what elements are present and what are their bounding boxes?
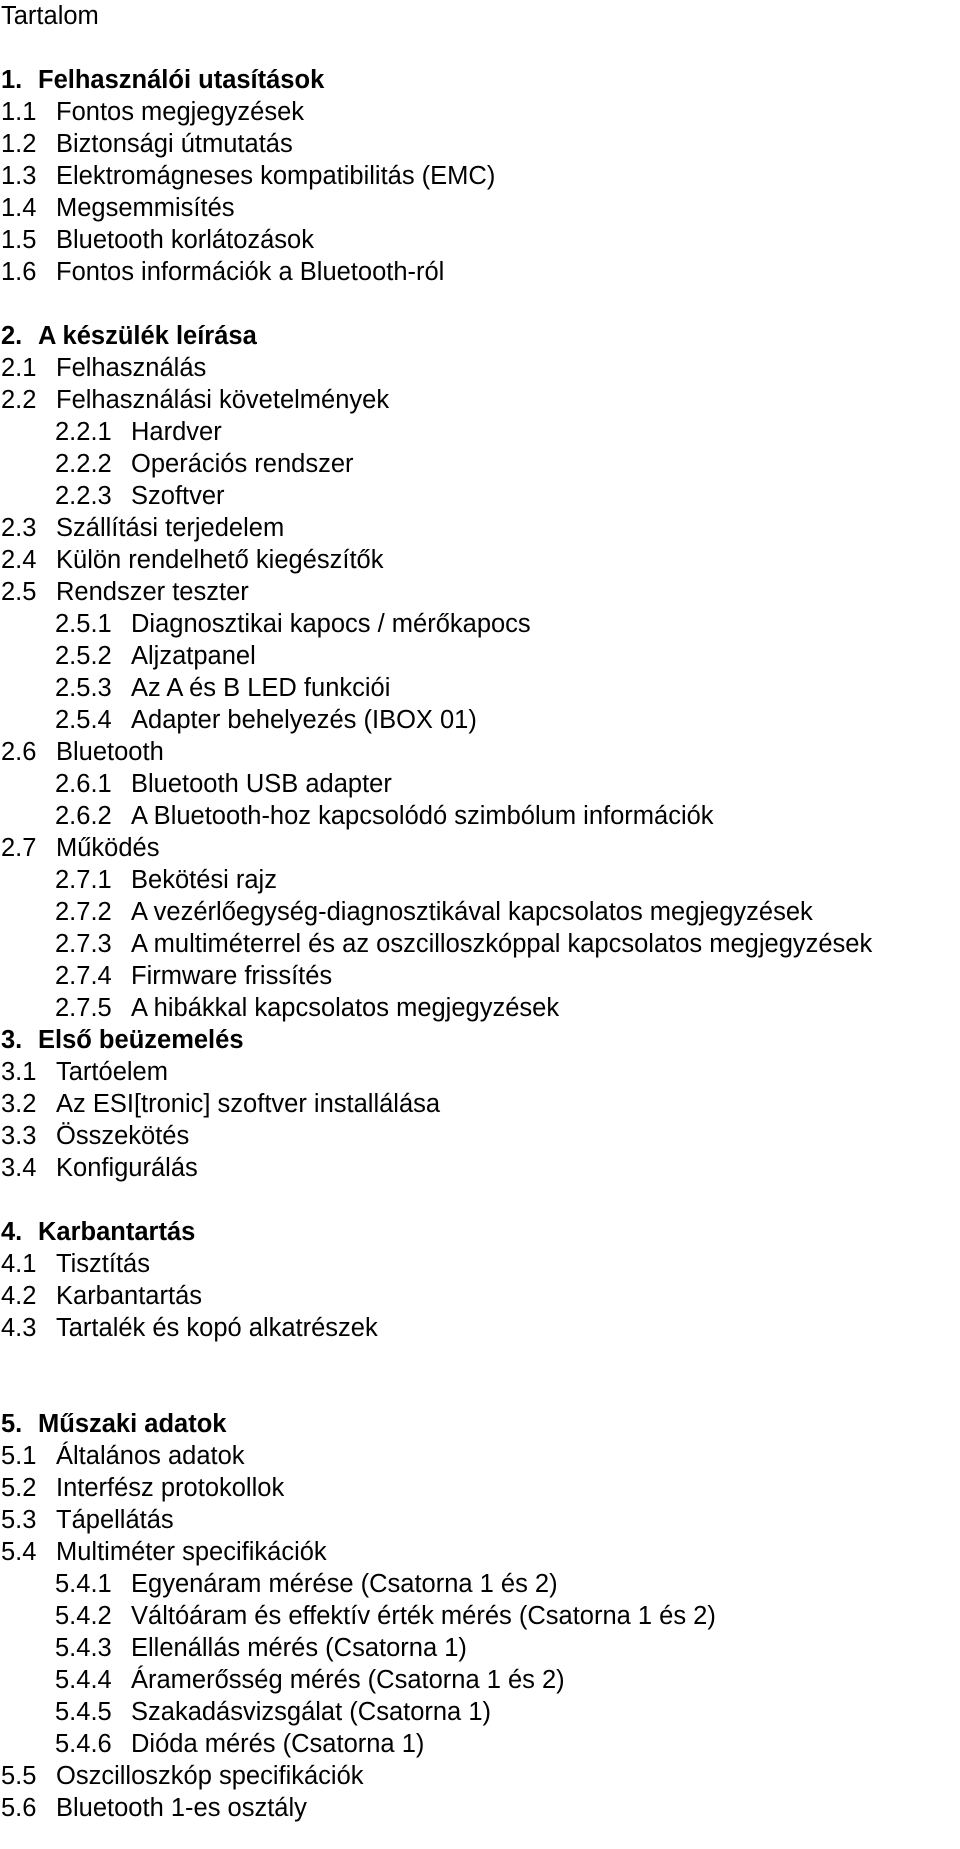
toc-entry[interactable]	[1, 1536, 327, 1568]
entry-title: Konfigurálás	[56, 1154, 198, 1182]
toc-subentry[interactable]	[55, 960, 332, 992]
entry-number: 1.5	[1, 226, 37, 254]
entry-title: Bluetooth	[56, 738, 164, 766]
entry-number: 2.7.4	[55, 962, 112, 990]
entry-title: Firmware frissítés	[131, 962, 333, 990]
toc-subentry[interactable]	[55, 640, 256, 672]
entry-title: Tápellátás	[56, 1506, 174, 1534]
toc-subentry[interactable]	[55, 1600, 716, 1632]
entry-title: Ellenállás mérés (Csatorna 1)	[131, 1634, 467, 1662]
entry-number: 2.2.3	[55, 482, 112, 510]
entry-title: Bluetooth 1-es osztály	[56, 1794, 307, 1822]
entry-number: 2.1	[1, 354, 37, 382]
entry-title: Egyenáram mérése (Csatorna 1 és 2)	[131, 1570, 558, 1598]
entry-title: A hibákkal kapcsolatos megjegyzések	[131, 994, 560, 1022]
entry-title: Összekötés	[56, 1122, 190, 1150]
toc-entry[interactable]	[1, 224, 314, 256]
entry-title: Bluetooth USB adapter	[131, 770, 392, 798]
toc-subentry[interactable]	[55, 1632, 467, 1664]
entry-number: 3.1	[1, 1058, 37, 1086]
entry-title: Multiméter specifikációk	[56, 1538, 327, 1566]
toc-entry[interactable]	[1, 1120, 189, 1152]
entry-number: 5.4.2	[55, 1602, 112, 1630]
section-heading[interactable]	[1, 1408, 226, 1440]
section-heading[interactable]	[1, 64, 324, 96]
entry-number: 2.6	[1, 738, 37, 766]
entry-title: Szakadásvizsgálat (Csatorna 1)	[131, 1698, 492, 1726]
section-heading[interactable]	[1, 1216, 195, 1248]
entry-title: Rendszer teszter	[56, 578, 249, 606]
entry-number: 3.3	[1, 1122, 37, 1150]
entry-title: Megsemmisítés	[56, 194, 235, 222]
toc-subentry[interactable]	[55, 672, 390, 704]
entry-title: Fontos információk a Bluetooth-ról	[56, 258, 445, 286]
entry-number: 4.2	[1, 1282, 37, 1310]
entry-number: 4.1	[1, 1250, 37, 1278]
toc-entry[interactable]	[1, 1312, 378, 1344]
toc-subentry[interactable]	[55, 448, 354, 480]
toc-entry[interactable]	[1, 1472, 284, 1504]
section-heading[interactable]	[1, 1024, 244, 1056]
toc-subentry[interactable]	[55, 800, 714, 832]
entry-title: Karbantartás	[56, 1282, 203, 1310]
toc-entry[interactable]	[1, 352, 206, 384]
toc-entry[interactable]	[1, 96, 304, 128]
entry-title: Az ESI[tronic] szoftver installálása	[56, 1090, 441, 1118]
entry-title: Adapter behelyezés (IBOX 01)	[131, 706, 477, 734]
entry-number: 5.4.5	[55, 1698, 112, 1726]
entry-number: 2.5.2	[55, 642, 112, 670]
entry-title: Bekötési rajz	[131, 866, 277, 894]
section-heading[interactable]	[1, 320, 257, 352]
section-title: Karbantartás	[38, 1218, 196, 1246]
toc-subentry[interactable]	[55, 864, 277, 896]
entry-title: Működés	[56, 834, 160, 862]
entry-number: 4.3	[1, 1314, 37, 1342]
toc-subentry[interactable]	[55, 608, 531, 640]
entry-title: Biztonsági útmutatás	[56, 130, 293, 158]
section-title: Első beüzemelés	[38, 1026, 244, 1054]
toc-subentry[interactable]	[55, 768, 392, 800]
entry-number: 5.4.4	[55, 1666, 112, 1694]
entry-number: 2.7.3	[55, 930, 112, 958]
entry-title: Általános adatok	[56, 1442, 245, 1470]
toc-entry[interactable]	[1, 1280, 202, 1312]
section-number: 1.	[1, 66, 23, 94]
toc-subentry[interactable]	[55, 1664, 565, 1696]
entry-number: 2.5	[1, 578, 37, 606]
toc-entry[interactable]	[1, 1760, 364, 1792]
toc-entry[interactable]	[1, 1440, 245, 1472]
toc-entry[interactable]	[1, 1056, 168, 1088]
toc-subentry[interactable]	[55, 896, 813, 928]
entry-title: Váltóáram és effektív érték mérés (Csatorna 1 és 2)	[131, 1602, 716, 1630]
entry-number: 2.2	[1, 386, 37, 414]
entry-title: Az A és B LED funkciói	[131, 674, 391, 702]
entry-number: 5.4.3	[55, 1634, 112, 1662]
toc-subentry[interactable]	[55, 704, 477, 736]
entry-title: Operációs rendszer	[131, 450, 354, 478]
entry-number: 1.6	[1, 258, 37, 286]
entry-title: Elektromágneses kompatibilitás (EMC)	[56, 162, 496, 190]
toc-subentry[interactable]	[55, 928, 872, 960]
section-title: Felhasználói utasítások	[38, 66, 325, 94]
toc-entry[interactable]	[1, 256, 444, 288]
entry-title: Felhasználási követelmények	[56, 386, 390, 414]
section-number: 3.	[1, 1026, 23, 1054]
entry-number: 2.6.2	[55, 802, 112, 830]
entry-title: Felhasználás	[56, 354, 207, 382]
entry-number: 1.4	[1, 194, 37, 222]
toc-entry[interactable]	[1, 512, 284, 544]
toc-entry[interactable]	[1, 1504, 174, 1536]
toc-entry[interactable]	[1, 1088, 440, 1120]
entry-number: 2.7	[1, 834, 37, 862]
section-number: 5.	[1, 1410, 23, 1438]
entry-number: 2.2.1	[55, 418, 112, 446]
toc-entry[interactable]	[1, 544, 383, 576]
entry-number: 3.4	[1, 1154, 37, 1182]
entry-title: Fontos megjegyzések	[56, 98, 305, 126]
toc-entry[interactable]	[1, 1792, 307, 1824]
section-title: A készülék leírása	[38, 322, 257, 350]
entry-title: Dióda mérés (Csatorna 1)	[131, 1730, 425, 1758]
entry-title: A Bluetooth-hoz kapcsolódó szimbólum információk	[131, 802, 714, 830]
entry-number: 2.5.4	[55, 706, 112, 734]
toc-entry[interactable]	[1, 1248, 150, 1280]
entry-title: Szoftver	[131, 482, 225, 510]
entry-number: 5.4.6	[55, 1730, 112, 1758]
entry-number: 2.5.3	[55, 674, 112, 702]
toc-subentry[interactable]	[55, 992, 559, 1024]
section-title: Műszaki adatok	[38, 1410, 227, 1438]
toc-entry[interactable]	[1, 384, 389, 416]
entry-title: A vezérlőegység-diagnosztikával kapcsolatos megjegyzések	[131, 898, 813, 926]
entry-title: Diagnosztikai kapocs / mérőkapocs	[131, 610, 531, 638]
entry-number: 2.7.2	[55, 898, 112, 926]
entry-number: 1.2	[1, 130, 37, 158]
entry-number: 3.2	[1, 1090, 37, 1118]
page-title: Tartalom	[1, 2, 99, 30]
toc-subentry[interactable]	[55, 1568, 558, 1600]
entry-number: 2.4	[1, 546, 37, 574]
toc-subentry[interactable]	[55, 480, 225, 512]
entry-title: A multiméterrel és az oszcilloszkóppal kapcsolatos megjegyzések	[131, 930, 873, 958]
entry-number: 5.2	[1, 1474, 37, 1502]
toc-entry[interactable]	[1, 128, 293, 160]
entry-title: Interfész protokollok	[56, 1474, 285, 1502]
entry-number: 5.4.1	[55, 1570, 112, 1598]
entry-number: 2.7.1	[55, 866, 112, 894]
entry-number: 2.2.2	[55, 450, 112, 478]
entry-title: Oszcilloszkóp specifikációk	[56, 1762, 364, 1790]
entry-number: 2.6.1	[55, 770, 112, 798]
section-number: 2.	[1, 322, 23, 350]
entry-number: 5.4	[1, 1538, 37, 1566]
entry-title: Külön rendelhető kiegészítők	[56, 546, 384, 574]
entry-title: Tartóelem	[56, 1058, 168, 1086]
toc-entry[interactable]	[1, 832, 159, 864]
toc-subentry[interactable]	[55, 1728, 424, 1760]
toc-entry[interactable]	[1, 192, 235, 224]
entry-number: 5.1	[1, 1442, 37, 1470]
entry-number: 2.7.5	[55, 994, 112, 1022]
entry-number: 1.3	[1, 162, 37, 190]
toc-subentry[interactable]	[55, 1696, 491, 1728]
entry-title: Hardver	[131, 418, 222, 446]
toc-entry[interactable]	[1, 1152, 198, 1184]
entry-number: 2.3	[1, 514, 37, 542]
toc-entry[interactable]	[1, 736, 164, 768]
toc-entry[interactable]	[1, 576, 249, 608]
entry-title: Aljzatpanel	[131, 642, 256, 670]
entry-title: Tisztítás	[56, 1250, 150, 1278]
entry-number: 2.5.1	[55, 610, 112, 638]
toc-entry[interactable]	[1, 160, 495, 192]
section-number: 4.	[1, 1218, 23, 1246]
entry-number: 5.5	[1, 1762, 37, 1790]
entry-number: 5.3	[1, 1506, 37, 1534]
toc-subentry[interactable]	[55, 416, 222, 448]
entry-title: Bluetooth korlátozások	[56, 226, 314, 254]
entry-number: 1.1	[1, 98, 37, 126]
entry-title: Szállítási terjedelem	[56, 514, 285, 542]
entry-number: 5.6	[1, 1794, 37, 1822]
entry-title: Áramerősség mérés (Csatorna 1 és 2)	[131, 1666, 565, 1694]
entry-title: Tartalék és kopó alkatrészek	[56, 1314, 378, 1342]
